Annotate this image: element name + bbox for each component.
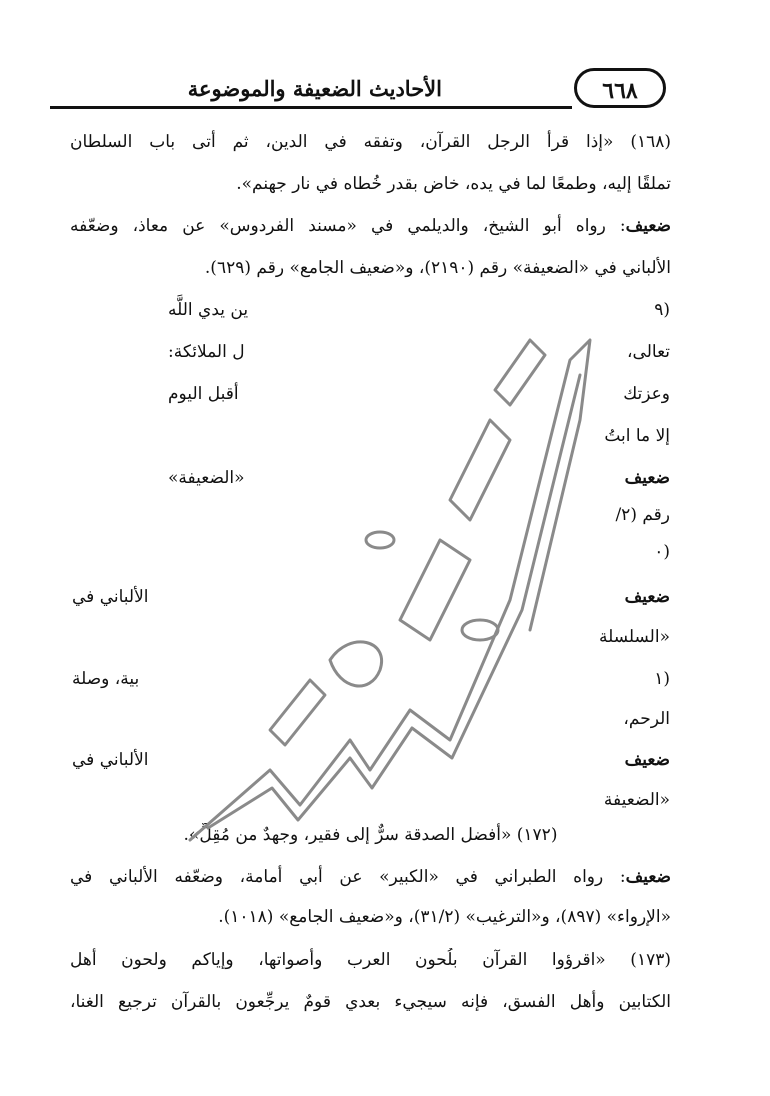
fragment-left: بية، وصلة [72, 669, 140, 689]
hadith-172-line: (١٧٢) «أفضل الصدقة سرٌّ إلى فقير، وجهدٌ من مُقِلٍّ». [183, 825, 558, 845]
fragment-right: ضعيف [624, 750, 670, 770]
page-number-badge: ٦٦٨ [574, 68, 666, 108]
page-header [50, 62, 672, 118]
hadith-168-line-1: (١٦٨) «إذا قرأ الرجل القرآن، وتفقه في الدين، ثم أتى باب السلطان [70, 132, 671, 152]
fragment-left: الألباني في [72, 587, 149, 607]
fragment-right: «السلسلة [598, 627, 670, 647]
fragment-right: وعزتك [623, 384, 670, 404]
fragment-right: ضعيف [624, 587, 670, 607]
fragment-right: «الضعيفة [603, 790, 670, 810]
fragment-left: ين يدي اللَّه [168, 300, 249, 320]
grading-168-line-1 [70, 214, 671, 240]
hadith-173-line-2: الكتابين وأهل الفسق، فإنه سيجيء بعدي قومٌ يرجِّعون بالقرآن ترجيع الغنا، [70, 992, 671, 1012]
hadith-173-line-1: (١٧٣) «اقرؤوا القرآن بلُحون العرب وأصواتها، وإياكم ولحون أهل [70, 950, 671, 970]
grading-label: ضعيف [625, 216, 671, 236]
grading-168-line-2: الألباني في «الضعيفة» رقم (٢١٩٠)، و«ضعيف الجامع» رقم (٦٢٩). [204, 258, 671, 278]
hadith-168-line-2: تملقًا إليه، وطمعًا لما في يده، خاض بقدر خُطاه في نار جهنم». [236, 174, 671, 194]
fragment-left: ل الملائكة: [168, 342, 245, 362]
grading-172-line-2: «الإرواء» (٨٩٧)، و«الترغيب» (٣١/٢)، و«ضعيف الجامع» (١٠١٨). [218, 907, 671, 927]
fragment-right: (١ [654, 669, 670, 689]
page-title: الأحاديث الضعيفة والموضوعة [187, 76, 442, 101]
grading-172-text: : رواه الطبراني في «الكبير» عن أبي أمامة، وضعّفه الألباني في [70, 867, 626, 887]
fragment-right: تعالى، [627, 342, 670, 362]
grading-172-line-1 [70, 865, 671, 891]
fragment-right: رقم (٢/ [615, 505, 670, 525]
fragment-right: الرحم، [623, 709, 670, 729]
fragment-right: (٩ [654, 300, 670, 320]
header-rule [50, 106, 572, 109]
fragment-left: «الضعيفة» [168, 468, 245, 488]
fragment-left: أقبل اليوم [168, 384, 239, 404]
fragment-right: ضعيف [624, 468, 670, 488]
fragment-right: (٠ [654, 542, 670, 562]
grading-label: ضعيف [625, 867, 671, 887]
grading-168-text: : رواه أبو الشيخ، والديلمي في «مسند الفردوس» عن معاذ، وضعّفه [70, 216, 626, 236]
fragment-left: الألباني في [72, 750, 149, 770]
fragment-right: إلا ما ابتُ [604, 426, 670, 446]
